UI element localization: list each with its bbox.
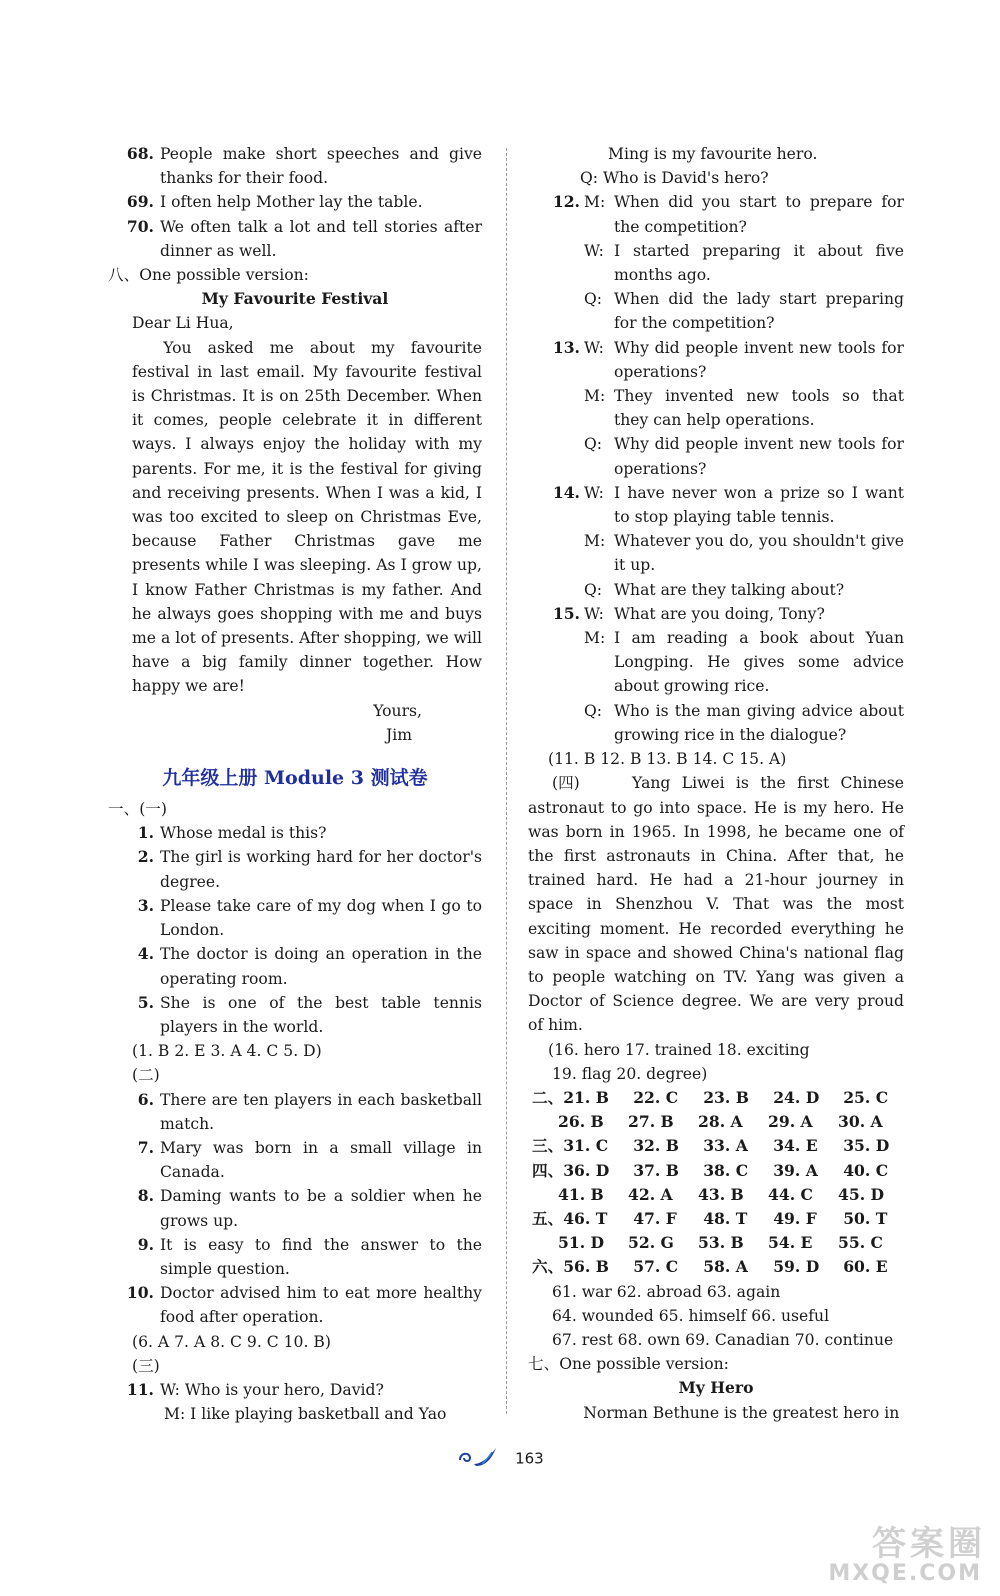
list-item [108,845,482,893]
list-item [108,821,482,845]
dialog-text: Why did people invent new tools for operations? [614,435,904,478]
speaker-label: M: [584,193,606,212]
item-number: 8. [137,1186,154,1206]
speaker-label: Q: [584,701,603,720]
item-text: Doctor advised him to eat more healthy food after operation. [160,1284,482,1327]
speaker-label: W: [584,604,604,623]
answer-cell: 47. F [633,1208,677,1228]
list-item [108,894,482,942]
answer-row [528,1255,904,1279]
answer-cell: 32. B [633,1136,679,1156]
item-number: 10. [126,1283,154,1303]
answer-cell: 56. B [563,1257,609,1277]
answer-cell: 38. C [703,1160,749,1180]
item-text: She is one of the best table tennis players in the world. [160,993,482,1036]
item-number: 12. [552,192,580,212]
column-divider [506,148,507,1414]
swirl-logo-icon [456,1446,500,1472]
answer-cell: 42. A [628,1184,673,1204]
speaker-label: Q: [584,290,603,309]
answer-cell: 37. B [633,1160,679,1180]
answers-6-10: (6. A 7. A 8. C 9. C 10. B) [132,1332,331,1351]
item-number: 7. [137,1137,154,1157]
item-number: 70. [126,216,154,236]
dialog-text: Whatever you do, you shouldn't give it up. [614,532,904,575]
answer-cell: 23. B [703,1087,749,1107]
item-text: Please take care of my dog when I go to London. [160,896,482,940]
answer-cell: 36. D [563,1160,610,1180]
answer-cell: 40. C [843,1160,889,1180]
dialog-line [528,602,904,626]
item-text: People make short speeches and give thanks for their food. [160,145,482,188]
section-8-label: 八、One possible version: [108,266,309,285]
list-item [108,1233,482,1281]
answer-cell: 31. C [563,1136,609,1156]
answer-row [528,1231,904,1255]
item-number: 9. [137,1234,154,1254]
right-column [528,142,904,1425]
item-number: 69. [126,192,154,212]
answers-19-20: 19. flag 20. degree) [552,1064,708,1083]
speaker-label: M: [584,387,606,406]
item-number: 13. [552,337,580,357]
list-item [108,942,482,990]
list-item [108,1281,482,1329]
dialog-text: I have never won a prize so I want to stop playing table tennis. [614,483,904,527]
watermark-url: MXQE.COM [828,1561,982,1586]
answer-cell: 34. E [773,1136,818,1156]
item-number [528,578,580,602]
item-number: 68. [126,144,154,163]
item-text: It is easy to find the answer to the simple question. [160,1235,482,1278]
listening-items-6-10 [108,1088,482,1330]
answer-cell: 39. A [773,1160,818,1180]
item-number [528,626,580,699]
passage: Yang Liwei is the first Chinese astronaut to go into space. He is my hero. He was born in 1965. In 1998, he became one of the first astronauts in China. After that, he trained hard. He had a 21-hour journey in space in Shenzhou V. That was the most exciting moment. He recorded everything he saw in space and showed China's national flag to people watching on TV. Yang was given a Doctor of Science degree. We are very proud of him. [528,774,904,1035]
dialogs-12-15 [528,190,904,747]
item-number [528,432,580,480]
answer-row [528,1134,904,1158]
item-number: 6. [137,1089,154,1109]
item-number: 2. [137,847,154,867]
answer-row [528,1110,904,1134]
item-text: There are ten players in each basketball match. [160,1090,482,1133]
essay-2-start: Norman Bethune is the greatest hero in [583,1403,900,1422]
dialog-text: Who is the man giving advice about growing rice in the dialogue? [614,701,904,744]
dialog-text: What are you doing, Tony? [614,604,825,623]
section-prefix [532,1183,558,1207]
dialog-text: Why did people invent new tools for operations? [614,338,904,381]
answer-cell: 22. C [633,1087,679,1107]
words-64-66: 64. wounded 65. himself 66. useful [552,1306,830,1325]
essay-signature: Jim [385,725,412,744]
dialog-line [528,239,904,287]
item-11-m: M: I like playing basketball and Yao [164,1405,447,1424]
dialog-line [528,578,904,602]
item-11-question: Q: Who is David's hero? [580,169,769,188]
answer-cell: 27. B [628,1112,674,1132]
list-item [108,190,482,214]
item-text: The girl is working hard for her doctor's degree. [160,848,482,891]
list-item [108,1184,482,1232]
speaker-label: W: [584,483,604,502]
answer-cell: 43. B [698,1184,744,1204]
page-footer [0,1446,1000,1472]
items-68-70 [108,142,482,263]
speaker-label: Q: [584,580,603,599]
answer-cell: 48. T [703,1208,748,1228]
item-11 [108,1378,482,1402]
answer-grid [528,1086,904,1280]
answer-cell: 50. T [843,1208,888,1228]
item-number [528,529,580,577]
item-text: Daming wants to be a soldier when he grows up. [160,1187,482,1230]
item-number: 1. [137,823,154,843]
module-title: 九年级上册 Module 3 测试卷 [162,767,428,790]
watermark [792,1510,992,1590]
answer-row [528,1207,904,1231]
answers-1-5: (1. B 2. E 3. A 4. C 5. D) [132,1042,322,1061]
answers-16-18: (16. hero 17. trained 18. exciting [548,1040,810,1059]
item-number: 14. [552,482,580,502]
answer-cell: 35. D [843,1136,890,1156]
section-prefix: 四、 [532,1160,564,1180]
item-number: 3. [137,895,154,915]
essay-body: You asked me about my favourite festival in last email. My favourite festival is Christmas. It is on 25th December. When it comes, people celebrate it in different ways. I always enjoy the holiday with my parents. For me, it is the festival for giving and receiving presents. When I was a kid, I was too excited to sleep on Christmas Eve, because Father Christmas gave me presents while I was sleeping. As I grow up, I know Father Christmas is my father. And he always goes shopping with me and buys me a lot of presents. After shopping, we will have a big family dinner together. How happy we are! [132,338,482,696]
item-number: 11. [126,1379,154,1399]
essay-greeting: Dear Li Hua, [132,314,234,333]
section-prefix: 三、 [532,1136,564,1156]
section-prefix [532,1110,558,1134]
section-prefix: 六、 [532,1257,564,1277]
part-2-label: (二) [132,1066,160,1085]
answer-cell: 49. F [773,1208,817,1228]
speaker-label: W: [584,338,604,357]
essay-2-title: My Hero [678,1378,754,1398]
dialog-text: When did the lady start preparing for the competition? [614,290,904,333]
answer-cell: 30. A [838,1112,883,1132]
dialog-text: I am reading a book about Yuan Longping. He gives some advice about growing rice. [614,629,904,696]
listening-items-1-5 [108,821,482,1039]
speaker-label: W: [584,241,604,260]
dialog-text: I started preparing it about five months ago. [614,241,904,285]
words-61-63: 61. war 62. abroad 63. again [552,1282,781,1301]
item-number [528,287,580,335]
words-67-70: 67. rest 68. own 69. Canadian 70. continue [552,1330,894,1349]
list-item [108,991,482,1039]
dialog-line [528,287,904,335]
speaker-label: Q: [584,435,603,454]
answer-cell: 57. C [633,1257,679,1277]
dialog-line [528,626,904,699]
answer-cell: 52. G [628,1233,674,1253]
part-1-label: 一、(一) [108,800,167,819]
dialog-text: They invented new tools so that they can help operations. [614,387,904,430]
dialog-line [528,336,904,384]
item-number [528,699,580,747]
list-item [108,1088,482,1136]
answer-row [528,1183,904,1207]
dialog-line [528,529,904,577]
item-text: We often talk a lot and tell stories after dinner as well. [160,217,482,260]
item-number [528,239,580,287]
answer-row [528,1159,904,1183]
dialog-text: What are they talking about? [614,580,845,599]
answer-cell: 25. C [843,1087,889,1107]
dialog-line [528,384,904,432]
answer-cell: 44. C [768,1184,813,1204]
left-column [108,142,482,1426]
dialog-line [528,432,904,480]
part-3-label: (三) [132,1356,160,1375]
dialog-text: When did you start to prepare for the competition? [614,193,904,236]
answer-cell: 60. E [843,1257,888,1277]
item-11-continuation: Ming is my favourite hero. [608,145,818,163]
page-number: 163 [515,1449,544,1468]
essay-closing: Yours, [373,701,422,720]
part-4-label: (四) [552,774,580,793]
answer-cell: 58. A [703,1257,748,1277]
list-item [108,142,482,190]
answer-cell: 46. T [563,1208,608,1228]
answer-cell: 21. B [563,1087,609,1107]
item-11-w: W: Who is your hero, David? [160,1380,384,1399]
answer-cell: 26. B [558,1112,604,1132]
answer-cell: 33. A [703,1136,748,1156]
answer-cell: 54. E [768,1233,813,1253]
section-prefix: 二、 [532,1087,564,1107]
dialog-line [528,190,904,238]
answer-cell: 45. D [838,1184,885,1204]
section-prefix: 五、 [532,1208,564,1228]
speaker-label: M: [584,532,606,551]
essay-title: My Favourite Festival [201,289,389,309]
dialog-line [528,481,904,529]
item-number: 15. [552,603,580,623]
answers-11-15: (11. B 12. B 13. B 14. C 15. A) [548,750,787,769]
item-number: 5. [137,992,154,1012]
section-7-label: 七、One possible version: [528,1355,729,1374]
item-number [528,384,580,432]
answer-cell: 59. D [773,1257,820,1277]
item-text: I often help Mother lay the table. [160,193,423,212]
item-text: Mary was born in a small village in Canada. [160,1138,482,1182]
answer-cell: 28. A [698,1112,743,1132]
section-prefix [532,1231,558,1255]
item-number: 4. [137,944,154,964]
list-item [108,1136,482,1184]
speaker-label: M: [584,629,606,648]
answer-cell: 29. A [768,1112,813,1132]
item-text: The doctor is doing an operation in the operating room. [160,945,482,988]
list-item [108,215,482,263]
answer-cell: 41. B [558,1184,604,1204]
answer-cell: 51. D [558,1233,605,1253]
answer-cell: 24. D [773,1087,820,1107]
item-text: Whose medal is this? [160,824,327,843]
answer-cell: 55. C [838,1233,883,1253]
answer-row [528,1086,904,1110]
answer-cell: 53. B [698,1233,744,1253]
watermark-text: 答案圈 [872,1524,986,1564]
dialog-line [528,699,904,747]
